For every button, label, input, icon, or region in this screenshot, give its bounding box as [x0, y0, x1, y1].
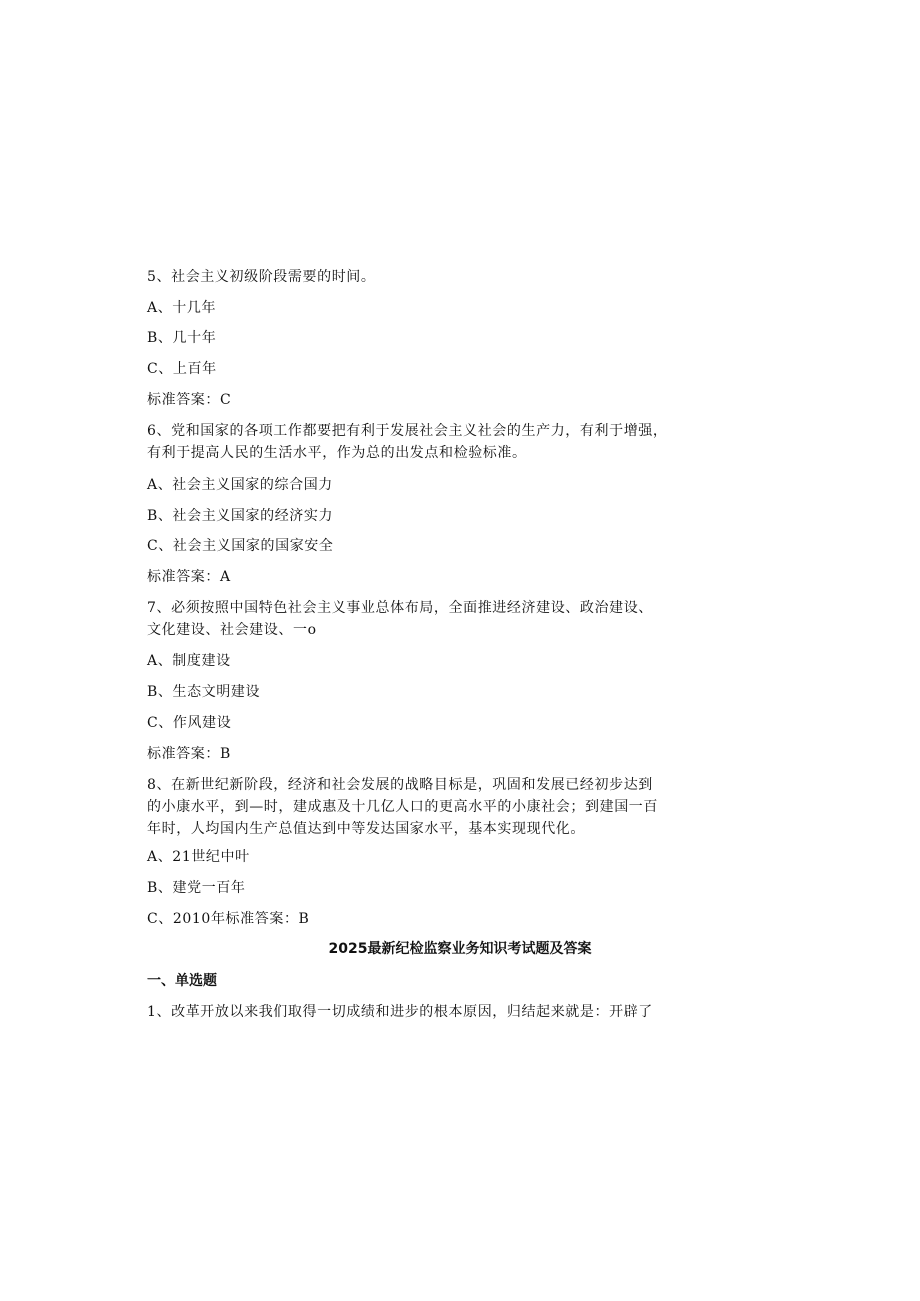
- question-6-answer: 标准答案：A: [147, 569, 231, 585]
- question-8-stem-line: 的小康水平，到—时，建成惠及十几亿人口的更高水平的小康社会；到建国一百: [147, 799, 658, 815]
- question-5-option-c: C、上百年: [147, 361, 217, 377]
- question-5-answer: 标准答案：C: [147, 392, 232, 408]
- question-6-option-c: C、社会主义国家的国家安全: [147, 538, 334, 554]
- question-7-answer: 标准答案：B: [147, 746, 231, 762]
- question-5-option-b: B、几十年: [147, 330, 217, 346]
- question-7-option-a: A、制度建设: [147, 653, 231, 669]
- question-8-option-c-answer: C、2010年标准答案：B: [147, 911, 310, 927]
- question-6-option-b: B、社会主义国家的经济实力: [147, 508, 334, 524]
- question-8-option-a: A、21世纪中叶: [147, 849, 250, 865]
- question-8-stem: [147, 774, 692, 840]
- question-7-stem-line: 文化建设、社会建设、一o: [147, 622, 317, 638]
- question-8-option-b: B、建党一百年: [147, 880, 246, 896]
- question-6-stem-line: 有利于提高人民的生活水平，作为总的出发点和检验标准。: [147, 445, 527, 461]
- question-8-stem-line: 8、在新世纪新阶段，经济和社会发展的战略目标是，巩固和发展已经初步达到: [147, 777, 653, 793]
- document-title: 2025最新纪检监察业务知识考试题及答案: [328, 941, 592, 957]
- question-6-stem: [147, 420, 692, 464]
- question-5-option-a: A、十几年: [147, 300, 217, 316]
- question-8-stem-line: 年时，人均国内生产总值达到中等发达国家水平，基本实现现代化。: [147, 821, 585, 837]
- question-7-stem: [147, 597, 692, 641]
- question-5-stem: 5、社会主义初级阶段需要的时间。: [147, 269, 376, 285]
- question-1-stem: 1、改革开放以来我们取得一切成绩和进步的根本原因，归结起来就是：开辟了: [147, 1004, 653, 1020]
- question-7-option-c: C、作风建设: [147, 715, 232, 731]
- question-6-stem-line: 6、党和国家的各项工作都要把有利于发展社会主义社会的生产力，有利于增强，: [147, 423, 668, 439]
- question-7-option-b: B、生态文明建设: [147, 684, 261, 700]
- question-7-stem-line: 7、必须按照中国特色社会主义事业总体布局，全面推进经济建设、政治建设、: [147, 600, 653, 616]
- section-heading: 一、单选题: [147, 973, 217, 989]
- question-6-option-a: A、社会主义国家的综合国力: [147, 477, 333, 493]
